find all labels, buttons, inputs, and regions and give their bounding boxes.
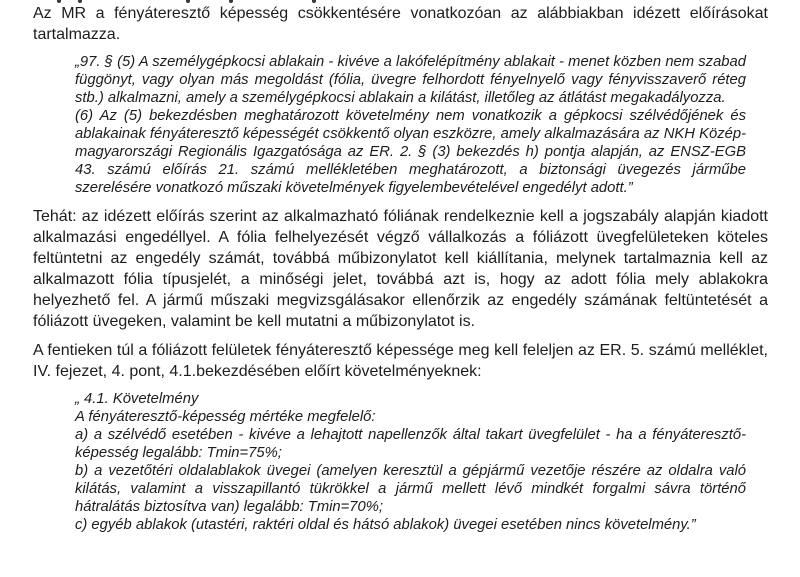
quote-41-item-a: a) a szélvédő esetében - kivéve a lehajtott napellenzők által takart üvegfelület - ha a fényáteresztő-képesség legalább: Tmin=75%;	[75, 427, 746, 461]
regulation-quote-97	[75, 53, 746, 197]
cropped-letter-fragment	[312, 0, 316, 3]
requirement-quote-41	[75, 390, 746, 534]
explanation-paragraph: Tehát: az idézett előírás szerint az alkalmazható fóliának rendelkeznie kell a jogszabály alapján kiadott alkalmazási engedéllyel. A fólia felhelyezését végző vállalkozás a fóliázott üvegfelületeken köteles feltüntetni az engedély számát, továbbá műbizonylatot kell kiállítania, melynek tartalmaznia kell az alkalmazott fólia típusjelét, a minőségi jelet, továbbá azt is, hogy az adott fólia mely ablakokra helyezhető fel. A jármű műszaki megvizsgálásakor ellenőrzik az engedély számának feltüntetését a fóliázott üvegeken, valamint be kell mutatni a műbizonylatot is.	[33, 208, 768, 330]
quote-41-subheading: A fényáteresztő-képesség mértéke megfelelő:	[75, 409, 376, 425]
quote-41-heading: „ 4.1. Követelmény	[75, 391, 199, 407]
quote-97-paragraph-5: „97. § (5) A személygépkocsi ablakain - kivéve a lakófelépítmény ablakait - menet közben nem szabad függönyt, vagy olyan más megoldást (fólia, üvegre felhordott fényelnyelő vagy fényvisszaverő réteg stb.) alkalmazni, amely a személygépkocsi ablakain a kilátást, illetőleg az átlátást megakadályozza.	[75, 54, 746, 106]
quote-41-item-c: c) egyéb ablakok (utastéri, raktéri oldal és hátsó ablakok) üvegei esetében nincs követelmény.”	[75, 517, 696, 533]
requirements-intro-paragraph: A fentieken túl a fóliázott felületek fényáteresztő képessége meg kell feleljen az ER. 5. számú melléklet, IV. fejezet, 4. pont, 4.1.bekezdésében előírt követelményeknek:	[33, 342, 768, 380]
quote-97-paragraph-6: (6) Az (5) bekezdésben meghatározott követelmény nem vonatkozik a gépkocsi szélvédőjének és ablakainak fényáteresztő képességét csökkentő olyan eszközre, amely alkalmazására az NKH Közép-magyarországi Regionális Igazgatósága az ER. 2. § (3) bekezdés h) pontja alapján, az ENSZ-EGB 43. számú előírás 21. számú mellékletében meghatározott, a biztonsági üvegezés járműbe szerelésére vonatkozó műszaki követelmények figyelembevételével engedélyt adott.”	[75, 108, 746, 196]
quote-41-item-b: b) a vezetőtéri oldalablakok üvegei (amelyen keresztül a gépjármű vezetője részére az oldalra való kilátás, valamint a visszapillantó tükrökkel a jármű mellett lévő mindkét forgalmi sávra történő hátralátás biztosítva van) legalább: Tmin=70%;	[75, 463, 746, 515]
cropped-previous-line	[0, 0, 800, 4]
cropped-letter-fragment	[57, 0, 61, 3]
cropped-letter-fragment	[186, 0, 190, 3]
cropped-letter-fragment	[229, 0, 233, 3]
intro-paragraph: Az MR a fényáteresztő képesség csökkentésére vonatkozóan az alábbiakban idézett előírásokat tartalmazza.	[33, 5, 768, 43]
cropped-letter-fragment	[78, 0, 82, 3]
